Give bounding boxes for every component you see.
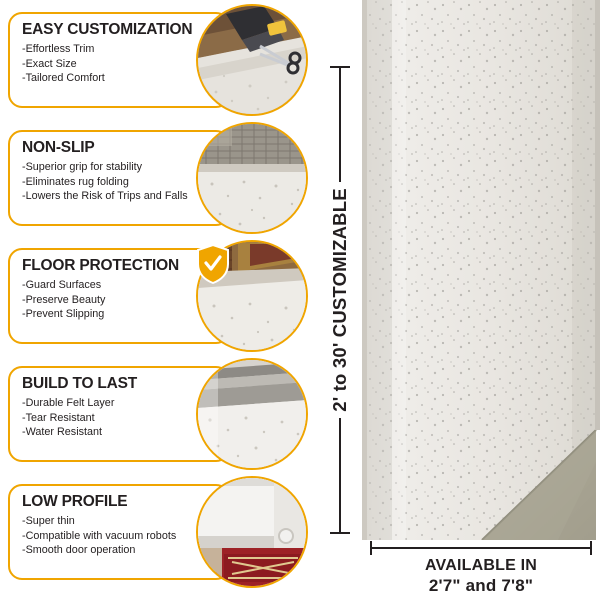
feature-bullets — [22, 514, 218, 557]
feature-bullets — [22, 42, 218, 85]
shield-check-icon — [196, 244, 230, 284]
feature-bullet: -Compatible with vacuum robots — [22, 529, 177, 542]
feature-item-easy-customization — [8, 4, 308, 116]
feature-bullet: -Preserve Beauty — [22, 293, 106, 306]
feature-bullet: -Effortless Trim — [22, 43, 95, 56]
feature-bullet: -Prevent Slipping — [22, 307, 105, 320]
available-in-label: AVAILABLE IN — [424, 557, 538, 574]
feature-item-build-to-last — [8, 358, 308, 470]
feature-bullet: -Exact Size — [22, 57, 77, 70]
feature-title: FLOOR PROTECTION — [22, 257, 179, 274]
photo-cutting-rug-pad-with-scissors — [196, 4, 308, 116]
available-sizes-value: 2'7" and 7'8" — [428, 576, 534, 595]
feature-bullet: -Guard Surfaces — [22, 279, 102, 292]
vertical-dimension-label — [322, 60, 358, 540]
dimension-line-top — [339, 66, 341, 182]
horizontal-dimension-line — [370, 547, 592, 549]
vertical-dimension-text: 2' to 30' CUSTOMIZABLE — [329, 188, 350, 412]
feature-bullet: -Water Resistant — [22, 425, 102, 438]
dimension-cap-right — [590, 541, 592, 555]
feature-bullet: -Superior grip for stability — [22, 161, 143, 174]
dimension-cap-left — [370, 541, 372, 555]
feature-bullets — [22, 396, 218, 439]
feature-bullet: -Super thin — [22, 515, 75, 528]
photo-felt-layer-edge-detail — [196, 358, 308, 470]
dimension-line-bottom — [339, 418, 341, 534]
feature-bullet: -Durable Felt Layer — [22, 397, 115, 410]
feature-title: EASY CUSTOMIZATION — [22, 21, 193, 38]
feature-title: BUILD TO LAST — [22, 375, 138, 392]
feature-bullet: -Lowers the Risk of Trips and Falls — [22, 189, 188, 202]
dimension-cap-bottom — [330, 532, 350, 534]
feature-bullet: -Tailored Comfort — [22, 71, 105, 84]
rug-pad-product-photo — [362, 0, 600, 540]
feature-item-non-slip — [8, 122, 308, 234]
feature-title: NON-SLIP — [22, 139, 95, 156]
photo-non-slip-backing-closeup — [196, 122, 308, 234]
feature-bullet: -Eliminates rug folding — [22, 175, 129, 188]
dimension-cap-top — [330, 66, 350, 68]
feature-bullets — [22, 278, 218, 321]
feature-item-low-profile — [8, 476, 308, 588]
photo-thin-pad-under-door — [196, 476, 308, 588]
feature-bullets — [22, 160, 218, 203]
feature-bullet: -Smooth door operation — [22, 543, 136, 556]
available-sizes-block — [362, 540, 600, 600]
feature-title: LOW PROFILE — [22, 493, 128, 510]
feature-bullet: -Tear Resistant — [22, 411, 95, 424]
feature-item-floor-protection — [8, 240, 308, 352]
